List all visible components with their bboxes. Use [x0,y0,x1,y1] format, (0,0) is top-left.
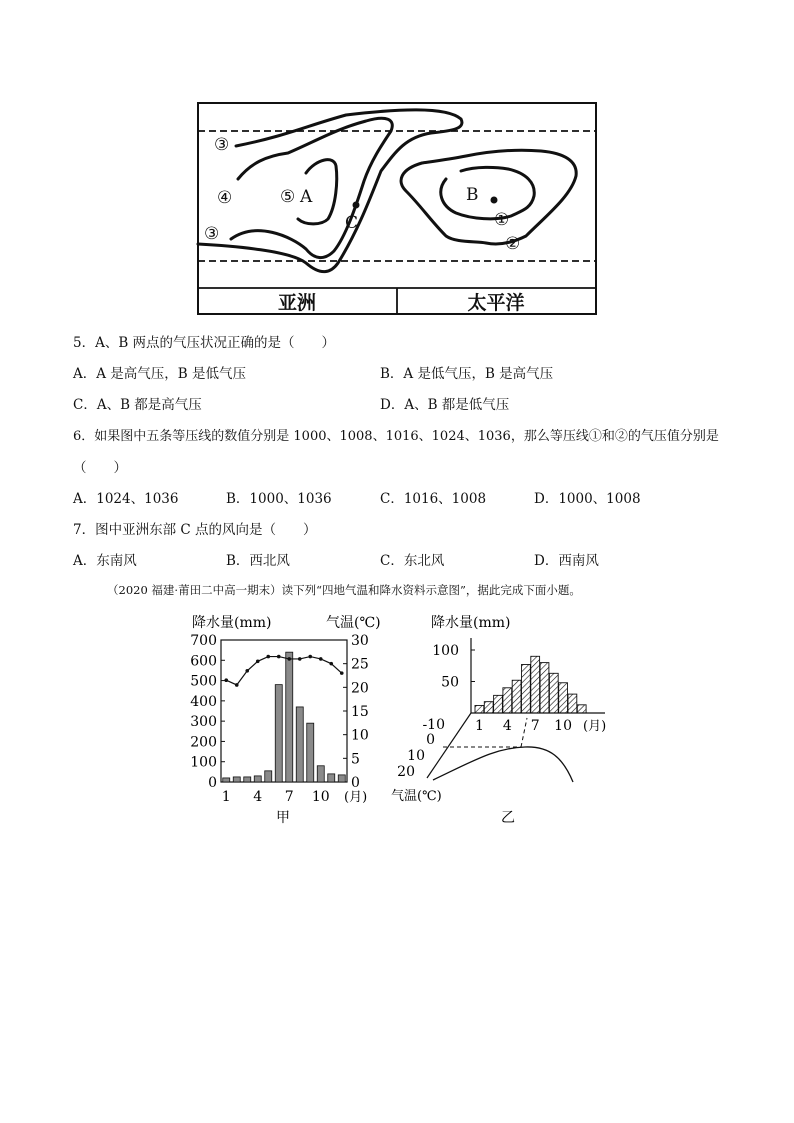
yi-ytick-label: 100 [432,643,459,659]
jia-temp-point [245,669,249,673]
point-B-label: B [466,185,479,205]
jia-xtick-label: 4 [253,789,263,805]
jia-precip-bar [233,777,240,782]
yi-peak-guide-up [521,718,527,747]
jia-xtick-label: 10 [311,789,330,805]
jia-y2tick-label: 30 [351,633,369,649]
jia-temp-point [266,655,270,659]
q5-option-c[interactable]: C．A、B 都是高气压 [73,397,202,413]
question-6-stem: 6．如果图中五条等压线的数值分别是 1000、1008、1016、1024、1036，那么等压线①和②的气压值分别是 [73,429,719,444]
yi-temp-curve [433,747,573,782]
question-6-stem-cont: （ ） [73,460,127,476]
yi-precip-bar [522,664,531,713]
yi-xtick-label: 10 [554,718,573,734]
jia-ytick-label: 200 [190,734,217,751]
climate-chart-yi [385,610,615,830]
isobar-label-2: ② [505,234,521,254]
jia-y2tick-label: 25 [351,656,369,673]
region-label-pacific: 太平洋 [467,292,525,314]
jia-temp-point [256,660,260,664]
jia-ytick-label: 500 [190,673,217,690]
jia-temp-line [226,657,342,685]
jia-temp-axis-label: 气温(℃) [326,615,381,631]
region-label-asia: 亚洲 [277,292,317,314]
jia-xtick-label: 1 [221,789,231,805]
jia-plot-frame [221,640,347,782]
q5-option-b[interactable]: B．A 是低气压，B 是高气压 [380,366,554,382]
yi-xtick-label: 7 [530,718,540,734]
yi-precip-bar [494,695,503,713]
yi-precip-bar [475,705,484,713]
yi-y2tick-label: 20 [397,764,415,780]
jia-precip-bar [275,685,282,782]
q7-option-c[interactable]: C．东北风 [380,553,445,569]
q6-option-a[interactable]: A．1024、1036 [73,491,179,507]
q6-option-b[interactable]: B．1000、1036 [226,491,332,507]
jia-y2tick-label: 15 [351,704,369,720]
jia-y2tick-label: 20 [351,680,369,697]
jia-precip-bar [244,777,251,782]
yi-title: 乙 [501,810,515,826]
isobar-label-3-bottom: ③ [204,224,220,244]
jia-ytick-label: 100 [190,754,217,771]
jia-y2tick-label: 0 [351,775,360,791]
jia-temp-point [235,683,239,687]
yi-precip-bar [503,688,512,713]
jia-ytick-label: 0 [208,775,217,791]
isobar-label-4: ④ [217,188,233,208]
jia-title: 甲 [276,810,290,826]
jia-precip-bar [307,723,314,782]
jia-ytick-label: 600 [190,653,217,670]
yi-precip-bar [568,694,577,713]
jia-temp-point [287,657,291,661]
jia-ytick-label: 300 [190,714,217,731]
q7-option-d[interactable]: D．西南风 [534,553,599,569]
jia-precip-bar [317,766,324,782]
yi-precip-bar [549,673,558,713]
point-C-label: C [345,213,359,233]
yi-precip-bar [577,705,586,713]
climate-chart-jia [185,610,385,830]
jia-precip-bar [328,774,335,782]
isobar-label-5: ⑤ [280,187,296,207]
isobar-map [196,101,598,316]
jia-temp-point [224,678,228,682]
yi-precip-bar [559,683,568,713]
yi-xtick-label: 4 [502,718,512,734]
jia-precip-bar [286,652,293,782]
jia-month-unit: (月) [344,790,368,805]
q7-option-a[interactable]: A．东南风 [73,553,137,569]
yi-y2tick-label: 0 [426,732,435,748]
yi-temp-axis-label: 气温(℃) [391,789,442,804]
yi-month-unit: (月) [583,719,607,734]
jia-temp-point [308,655,312,659]
jia-precip-bar [338,775,345,782]
yi-precip-bar [531,656,540,713]
jia-ytick-label: 400 [190,693,217,710]
jia-precip-bar [296,707,303,782]
jia-precip-axis-label: 降水量(mm) [192,615,272,631]
question-7-stem: 7．图中亚洲东部 C 点的风向是（ ） [73,522,317,538]
jia-precip-bar [223,778,230,782]
question-5-stem: 5．A、B 两点的气压状况正确的是（ ） [73,335,336,351]
yi-y2tick-label: 10 [407,748,425,764]
yi-precip-bar [540,663,549,713]
jia-temp-point [329,662,333,666]
q7-option-b[interactable]: B．西北风 [226,553,290,569]
q6-option-c[interactable]: C．1016、1008 [380,491,487,507]
yi-xtick-label: 1 [474,718,484,734]
q5-option-a[interactable]: A．A 是高气压，B 是低气压 [73,366,247,382]
jia-temp-point [277,655,281,659]
jia-precip-bar [254,776,261,782]
jia-precip-bar [265,771,272,782]
jia-temp-point [298,657,302,661]
point-A-label: A [300,187,313,207]
jia-temp-point [319,657,323,661]
q6-option-d[interactable]: D．1000、1008 [534,491,641,507]
q5-option-d[interactable]: D．A、B 都是低气压 [380,397,510,413]
section-intro: （2020 福建·莆田二中高一期末）读下列“四地气温和降水资料示意图”，据此完成下面小题。 [107,583,581,597]
jia-y2tick-label: 5 [351,751,360,768]
jia-ytick-label: 700 [190,633,217,649]
yi-y2tick-label: -10 [422,717,445,733]
yi-precip-bar [512,680,521,713]
jia-temp-point [340,671,344,675]
jia-xtick-label: 7 [284,789,294,805]
yi-ytick-label: 50 [441,674,459,691]
isobar-label-1: ① [494,210,510,230]
isobar-label-3-top: ③ [214,135,230,155]
yi-precip-axis-label: 降水量(mm) [431,615,511,631]
jia-y2tick-label: 10 [351,727,369,744]
yi-precip-bar [484,702,493,713]
